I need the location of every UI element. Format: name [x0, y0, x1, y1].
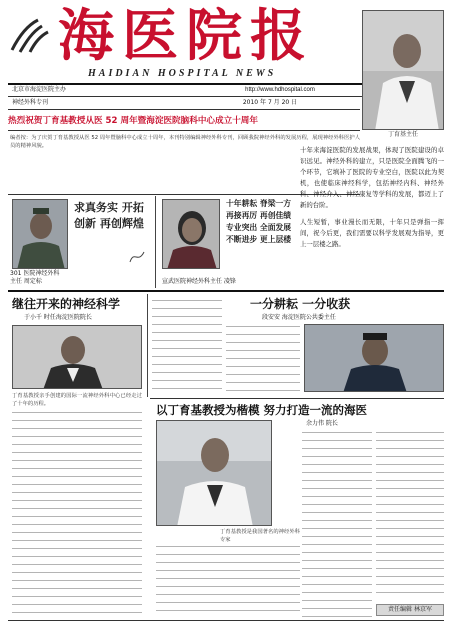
- article-bottom-body-col1: [156, 546, 300, 618]
- calligraphy-ling: 十年耕耘 脊梁一方 再接再厉 再创佳绩 专业突出 全面发展 不断进步 更上层楼: [226, 199, 292, 244]
- article-left-body: [12, 412, 142, 617]
- website-link[interactable]: http://www.hdhospital.com: [245, 87, 315, 93]
- article-center-title: 一分耕耘 一分收获: [250, 297, 351, 311]
- caption-zhou-line1: 301 医院神经外科: [10, 270, 60, 277]
- article-left-title: 继往开来的神经科学: [12, 297, 121, 311]
- issue-label: 神经外科专刊: [12, 99, 49, 106]
- photo-duan-anan: [304, 324, 444, 392]
- portrait-column-text: [300, 145, 444, 310]
- hospital-logo-icon: [8, 16, 52, 56]
- intro-text: 编者按：为了庆贺丁育基教授从医 52 周年暨脑科中心成立十周年，本刊特别编辑神经外科专刊，回顾我院神经外科的发展历程，展现神经外科医护人员的精神风貌。: [10, 135, 360, 150]
- article-bottom-body-col3: [376, 432, 444, 600]
- article-center-byline: 段安安 海淀医院公共委主任: [262, 314, 336, 321]
- signature-zhou: [128, 246, 146, 266]
- newspaper-subtitle: HAIDIAN HOSPITAL NEWS: [88, 68, 277, 79]
- article-center-text-col1: [152, 300, 222, 392]
- portrait-ling-feng: [162, 199, 220, 269]
- article-bottom-byline: 余力伟 院长: [306, 420, 338, 427]
- portrait-body: 十年来海淀医院的发展战果，体现了医院建设的卓识远见。神经外科的建立，只是医院全面腾飞的一个环节，它填补了医院的专业空白，医院以此为契机，也使临床神经科学，包括神经内科、神经外科、神经介入、神经康复等学科的发展，都迈上了新的台阶。: [300, 146, 444, 209]
- newspaper-title: 海医院报: [58, 4, 314, 69]
- portrait-zhou-dingbiao: [12, 199, 68, 269]
- portrait-caption: 丁育基主任: [387, 131, 418, 138]
- caption-zhou-line2: 主任 周定标: [10, 278, 42, 285]
- article-center-text-col2: [226, 326, 300, 392]
- article-left-caption: 丁育基教授亲手创建的国际一流神经外科中心已经走过了十年的历程。: [12, 393, 142, 408]
- photo-yu-xiaoqian: [12, 325, 142, 389]
- article-bottom-caption: 丁育基教授是我国著名的神经外科专家: [220, 529, 300, 544]
- calligraphy-zhou: 求真务实 开拓创新 再创辉煌: [74, 201, 144, 230]
- headline: 热烈祝贺丁育基教授从医 52 周年暨海淀医院脑科中心成立十周年: [8, 116, 258, 126]
- article-left-byline: 于小千 时任海淀医院院长: [24, 314, 92, 321]
- portrait-ding-yuji: [362, 10, 444, 130]
- caption-ling: 宣武医院神经外科主任 凌锋: [162, 278, 236, 285]
- issue-date: 2010 年 7 月 20 日: [242, 99, 298, 106]
- editor-label: 责任编辑 林京军: [376, 604, 444, 616]
- portrait-quote: 人生短暂，事业漫长而无限，十年只是弹指一挥间，祝今后更，我们需要以科学发展观为指导，更上一层楼之路。: [300, 218, 444, 248]
- article-bottom-title: 以丁育基教授为楷模 努力打造一流的海医: [156, 403, 368, 417]
- photo-ding-yuji-office: [156, 420, 272, 526]
- sponsor-text: 北京市海淀医院主办: [12, 86, 67, 93]
- article-bottom-body-col2: [302, 432, 372, 618]
